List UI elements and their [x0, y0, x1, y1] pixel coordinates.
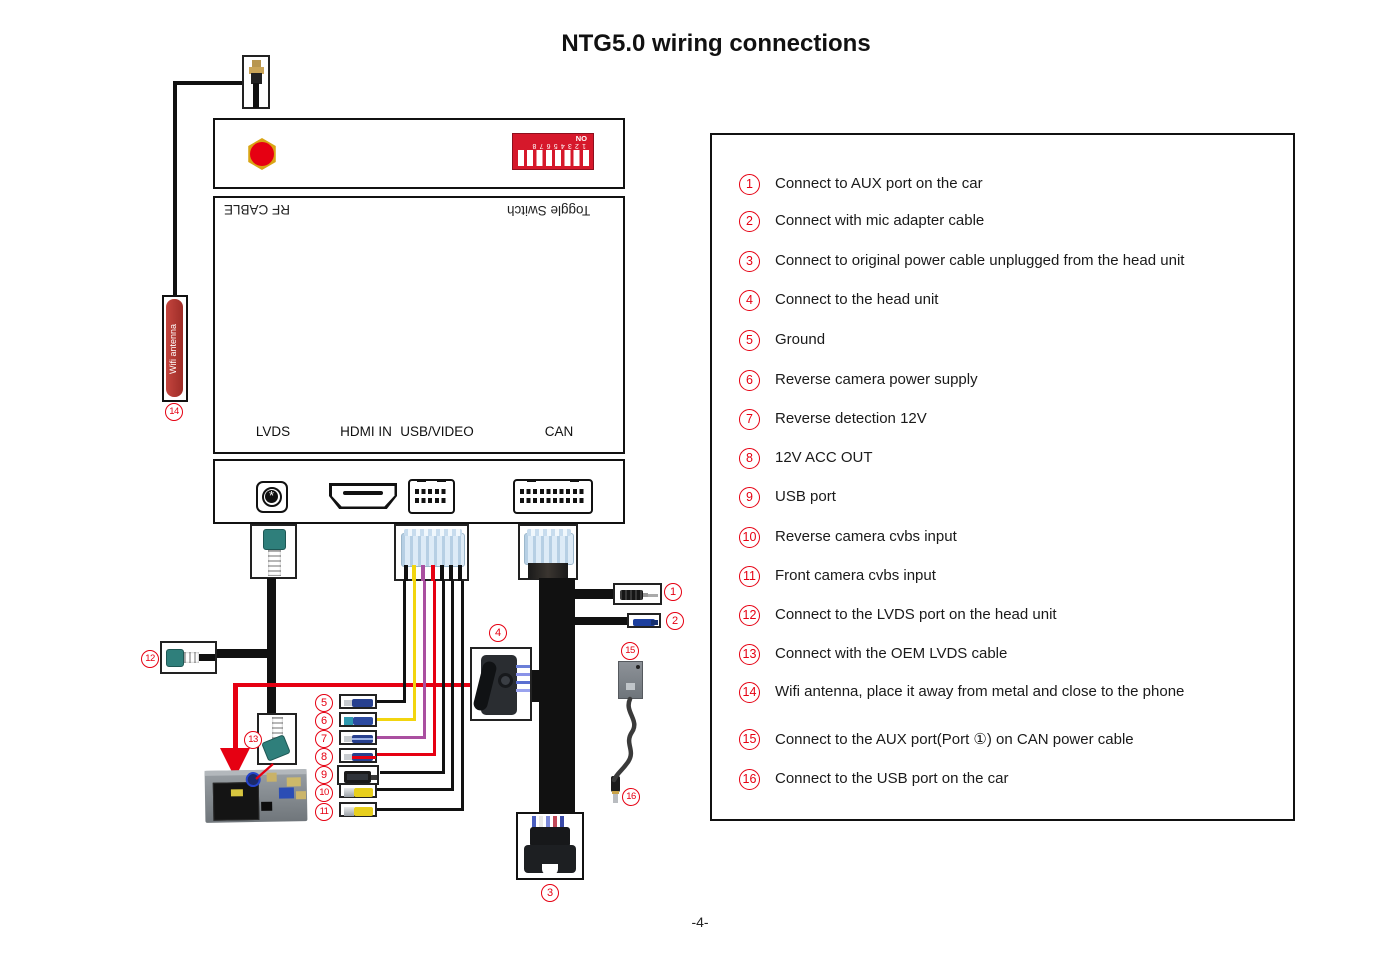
legend-text-6: Reverse camera power supply: [775, 371, 978, 388]
wire-stub: [421, 565, 425, 581]
yellow-connector: [231, 789, 243, 796]
rca-barrel: [344, 788, 354, 797]
legend-item-6: [712, 370, 1293, 394]
wire-7: [423, 581, 426, 738]
aux-jack-tip: [648, 594, 658, 597]
lvds-plug-box: [250, 524, 297, 579]
wire-stub: [449, 565, 453, 581]
gold-connector: [267, 773, 277, 782]
legend-item-7: [712, 409, 1293, 433]
plug-stripe: [352, 738, 373, 740]
wire-8: [433, 581, 436, 755]
dip-digits: 12345678: [529, 142, 586, 149]
port-hole: [261, 802, 272, 811]
fakra-head-icon: [261, 734, 291, 762]
legend-item-10: [712, 527, 1293, 551]
adapter-hole: [636, 665, 640, 669]
rca-body: [354, 788, 373, 797]
callout-16: 16: [622, 788, 640, 806]
legend-item-4: [712, 290, 1293, 314]
plug-tip: [371, 775, 377, 780]
connector-3-box: [516, 812, 584, 880]
legend-num-8: 8: [739, 448, 760, 469]
wifi-antenna: [162, 295, 188, 402]
legend-num-16: 16: [739, 769, 760, 790]
wire-5: [403, 581, 406, 702]
legend-num-4: 4: [739, 290, 760, 311]
connector-9-box: [337, 765, 379, 785]
can-port-icon[interactable]: [513, 479, 593, 514]
wire-stub: [458, 565, 462, 581]
branch-mic: [575, 617, 627, 625]
legend-text-12: Connect to the LVDS port on the head unit: [775, 606, 1057, 623]
fakra-plug-icon: [263, 529, 286, 550]
legend-text-2: Connect with mic adapter cable: [775, 212, 985, 229]
legend-text-1: Connect to AUX port on the car: [775, 175, 983, 192]
port-label-can: CAN: [544, 424, 574, 439]
rf-cable-label: RF CABLE: [224, 202, 291, 217]
branch-aux: [575, 589, 613, 599]
callout-1: 1: [664, 583, 682, 601]
legend-item-12: [712, 605, 1293, 629]
lvds-cable: [267, 578, 276, 714]
fakra-barrel-icon: [268, 550, 281, 576]
legend-text-16: Connect to the USB port on the car: [775, 770, 1009, 787]
callout-10: 10: [315, 784, 333, 802]
connector-10-box: [339, 783, 377, 798]
legend-item-3: [712, 251, 1293, 275]
legend-item-1: [712, 174, 1293, 198]
legend-text-8: 12V ACC OUT: [775, 449, 873, 466]
hdmi-port-icon[interactable]: [329, 483, 397, 509]
legend-num-5: 5: [739, 330, 760, 351]
callout-6: 6: [315, 712, 333, 730]
connector-8-box: [339, 748, 377, 763]
aux-adapter-15: [618, 661, 643, 699]
wire-stub: [440, 565, 444, 581]
legend-text-5: Ground: [775, 331, 826, 348]
fakra-barrel-icon: [184, 652, 199, 663]
blue-connector: [279, 787, 294, 798]
usb-plug-inner: [347, 774, 368, 780]
cable-stub-icon: [199, 654, 215, 661]
callout-11: 11: [315, 803, 333, 821]
legend-item-9: [712, 487, 1293, 511]
legend-item-5: [712, 330, 1293, 354]
connector-1-box: [613, 583, 662, 605]
rca-body: [354, 807, 373, 816]
callout-14: 14: [165, 403, 183, 421]
legend-num-13: 13: [739, 644, 760, 665]
lvds-port-icon[interactable]: *: [256, 481, 288, 513]
plug-tip: [344, 700, 352, 706]
toggle-switch-label: Toggle Switch: [507, 203, 591, 218]
connector-7-box: [339, 730, 377, 745]
red-line-vertical: [233, 683, 238, 750]
wifi-antenna-label: Wifi antenna: [168, 323, 178, 375]
legend-num-9: 9: [739, 487, 760, 508]
legend-num-6: 6: [739, 370, 760, 391]
wire-stub: [404, 565, 408, 581]
legend-text-9: USB port: [775, 488, 836, 505]
rca-barrel: [344, 807, 354, 816]
port-label-hdmi: HDMI IN: [340, 424, 392, 439]
legend-text-11: Front camera cvbs input: [775, 567, 936, 584]
connector-12-box: [160, 641, 217, 674]
legend-text-14: Wifi antenna, place it away from metal and close to the phone: [775, 683, 1185, 700]
callout-9: 9: [315, 766, 333, 784]
page-number: -4-: [691, 914, 709, 930]
plug-tip: [344, 717, 353, 725]
callout-4: 4: [489, 624, 507, 642]
usb-video-plug-box: [394, 524, 469, 581]
wire-10: [451, 581, 454, 790]
legend-text-15: Connect to the AUX port(Port ①) on CAN power cable: [775, 731, 1134, 748]
wire-9: [442, 581, 445, 773]
wire-cluster: [528, 563, 568, 579]
wire-5h: [377, 700, 406, 703]
sma-connector-box: [242, 55, 270, 109]
dip-on-label: ON: [575, 134, 587, 143]
usb-video-port-icon[interactable]: [408, 479, 455, 514]
adapter-mark: [626, 683, 635, 690]
blue-wire: [516, 689, 530, 692]
beige-connector: [296, 791, 306, 799]
legend-text-13: Connect with the OEM LVDS cable: [775, 645, 1008, 662]
legend-item-14: [712, 682, 1293, 706]
wire-10h: [377, 788, 454, 791]
port-label-lvds: LVDS: [255, 424, 291, 439]
unit-body-box: [213, 196, 625, 454]
can-cable-bundle: [539, 578, 575, 814]
plug-body: [352, 699, 373, 707]
plug-notch: [542, 864, 558, 875]
wire-6h: [377, 718, 416, 721]
quadlock-screw: [498, 673, 513, 688]
callout-8: 8: [315, 748, 333, 766]
callout-15: 15: [621, 642, 639, 660]
jack-16-body: [611, 776, 620, 792]
plug-stripe: [352, 756, 376, 759]
legend-text-7: Reverse detection 12V: [775, 410, 927, 427]
blue-wire: [516, 665, 530, 668]
wire-antenna-top: [175, 81, 244, 85]
can-plug-icon: [524, 533, 574, 565]
legend-text-10: Reverse camera cvbs input: [775, 528, 957, 545]
connector-11-box: [339, 802, 377, 817]
usb-video-plug-icon: [401, 533, 465, 567]
legend-num-1: 1: [739, 174, 760, 195]
heatsink-block: [213, 782, 260, 821]
connector-5-box: [339, 694, 377, 709]
legend-item-11: [712, 566, 1293, 590]
plug-tip: [344, 736, 352, 742]
wire-6: [413, 581, 416, 720]
legend-box: [710, 133, 1295, 821]
sma-cable-icon: [253, 83, 259, 108]
head-unit-photo: [205, 769, 308, 823]
legend-item-8: [712, 448, 1293, 472]
lvds-branch-cable: [216, 649, 268, 658]
plug-body: [353, 717, 373, 725]
connector-2-box: [627, 613, 661, 628]
callout-12: 12: [141, 650, 159, 668]
callout-13: 13: [244, 731, 262, 749]
can-plug-box: [518, 524, 578, 580]
wire-antenna-left: [173, 81, 177, 297]
legend-num-15: 15: [739, 729, 760, 750]
legend-num-12: 12: [739, 605, 760, 626]
legend-item-13: [712, 644, 1293, 668]
wire-stub: [412, 565, 416, 581]
legend-text-4: Connect to the head unit: [775, 291, 939, 308]
gold-connector: [287, 777, 301, 786]
wire-7h: [377, 736, 426, 739]
callout-7: 7: [315, 730, 333, 748]
blue-wire: [516, 681, 530, 684]
legend-item-2: [712, 211, 1293, 235]
plug-upper: [530, 827, 570, 847]
connector-13-box: [257, 713, 297, 765]
fakra-head-icon: [166, 649, 184, 667]
mic-plug-tip: [651, 620, 658, 625]
plug-tip: [344, 754, 352, 760]
connector-6-box: [339, 712, 377, 727]
wire-8h: [377, 753, 436, 756]
callout-2: 2: [666, 612, 684, 630]
page-title: NTG5.0 wiring connections: [561, 30, 871, 57]
legend-item-16: [712, 769, 1293, 793]
blue-wire: [516, 673, 530, 676]
legend-item-15: [712, 729, 1293, 753]
wire-11: [461, 581, 464, 810]
connector-4-box: [470, 647, 532, 721]
legend-num-7: 7: [739, 409, 760, 430]
legend-num-2: 2: [739, 211, 760, 232]
callout-3: 3: [541, 884, 559, 902]
wire-11h: [377, 808, 464, 811]
dip-sliders-icon[interactable]: [517, 150, 589, 166]
legend-text-3: Connect to original power cable unplugged from the head unit: [775, 252, 1185, 269]
dip-switch[interactable]: [512, 133, 594, 170]
port-label-usb-video: USB/VIDEO: [400, 424, 474, 439]
legend-num-14: 14: [739, 682, 760, 703]
legend-num-3: 3: [739, 251, 760, 272]
jack-16-tip: [613, 794, 618, 803]
callout-5: 5: [315, 694, 333, 712]
wire-stub: [431, 565, 435, 581]
legend-num-11: 11: [739, 566, 760, 587]
wire-9h: [380, 771, 445, 774]
aux-jack-body: [620, 590, 643, 600]
legend-num-10: 10: [739, 527, 760, 548]
